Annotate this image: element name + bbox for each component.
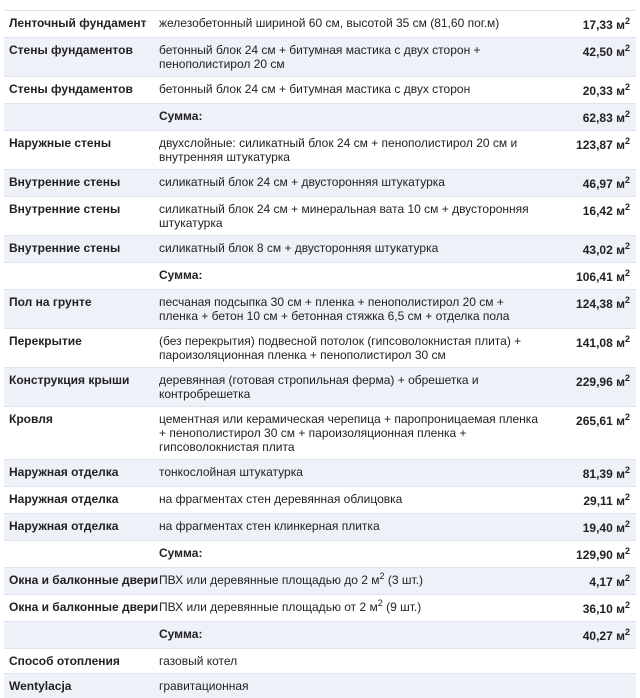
area-number: 42,50 xyxy=(583,45,613,59)
element-description xyxy=(154,595,546,622)
element-description: железобетонный шириной 60 см, высотой 35 см (81,60 пог.м) xyxy=(154,11,546,38)
area-unit-exponent: 2 xyxy=(625,334,630,344)
sum-label: Сумма: xyxy=(154,104,546,131)
area-unit: м xyxy=(616,336,625,350)
area-unit-exponent: 2 xyxy=(625,373,630,383)
area-unit-exponent: 2 xyxy=(625,295,630,305)
area-unit-exponent: 2 xyxy=(625,573,630,583)
area-value xyxy=(546,622,636,649)
area-unit-exponent: 2 xyxy=(625,241,630,251)
area-number: 29,11 xyxy=(583,494,612,508)
element-name: Пол на грунте xyxy=(4,290,154,329)
area-unit-exponent: 2 xyxy=(625,16,630,26)
area-value xyxy=(546,407,636,460)
sum-label: Сумма: xyxy=(154,263,546,290)
area-number: 19,40 xyxy=(583,521,613,535)
area-value xyxy=(546,649,636,674)
area-unit: м xyxy=(616,177,625,191)
table-row xyxy=(4,290,636,329)
element-name: Наружная отделка xyxy=(4,514,154,541)
area-value xyxy=(546,131,636,170)
element-description: бетонный блок 24 см + битумная мастика с двух сторон + пенополистирол 20 см xyxy=(154,38,546,77)
element-name: Стены фундаментов xyxy=(4,77,154,104)
area-unit: м xyxy=(616,270,625,284)
table-row xyxy=(4,236,636,263)
area-number: 4,17 xyxy=(589,575,612,589)
area-value xyxy=(546,290,636,329)
table-row xyxy=(4,649,636,674)
area-value xyxy=(546,514,636,541)
description-text: ПВХ или деревянные площадью до 2 м xyxy=(159,573,380,587)
area-value xyxy=(546,329,636,368)
area-value xyxy=(546,236,636,263)
element-name: Внутренние стены xyxy=(4,170,154,197)
table-row xyxy=(4,38,636,77)
area-number: 106,41 xyxy=(576,270,613,284)
element-name: Способ отопления xyxy=(4,649,154,674)
area-unit-exponent: 2 xyxy=(625,43,630,53)
area-number: 124,38 xyxy=(576,297,613,311)
area-value xyxy=(546,11,636,38)
area-number: 46,97 xyxy=(583,177,613,191)
area-unit: м xyxy=(616,243,625,257)
sum-row xyxy=(4,622,636,649)
area-unit-exponent: 2 xyxy=(625,175,630,185)
area-value xyxy=(546,38,636,77)
area-value xyxy=(546,595,636,622)
element-description: деревянная (готовая стропильная ферма) + обрешетка и контробрешетка xyxy=(154,368,546,407)
table-row xyxy=(4,329,636,368)
element-description: силикатный блок 24 см + двусторонняя штукатурка xyxy=(154,170,546,197)
area-number: 81,39 xyxy=(583,467,613,481)
area-unit-exponent: 2 xyxy=(625,412,630,422)
area-value xyxy=(546,674,636,698)
area-unit-exponent: 2 xyxy=(625,202,630,212)
element-name: Кровля xyxy=(4,407,154,460)
element-name: Стены фундаментов xyxy=(4,38,154,77)
area-value xyxy=(546,170,636,197)
area-value xyxy=(546,104,636,131)
table-row xyxy=(4,487,636,514)
area-unit: м xyxy=(616,297,625,311)
area-unit: м xyxy=(616,548,625,562)
sum-row xyxy=(4,104,636,131)
table-row xyxy=(4,514,636,541)
element-description: цементная или керамическая черепица + паропроницаемая пленка + пенополистирол 30 см + пароизоляционная пленка + гипсоволокнистая плита xyxy=(154,407,546,460)
area-number: 129,90 xyxy=(576,548,613,562)
area-unit-exponent: 2 xyxy=(625,492,630,502)
sum-label: Сумма: xyxy=(154,541,546,568)
area-number: 36,10 xyxy=(583,602,613,616)
element-description: (без перекрытия) подвесной потолок (гипсоволокнистая плита) + пароизоляционная пленка + пенополистирол 30 см xyxy=(154,329,546,368)
area-unit-exponent: 2 xyxy=(625,600,630,610)
area-unit: м xyxy=(616,494,625,508)
materials-table-body xyxy=(4,11,636,698)
description-tail: (3 шт.) xyxy=(385,573,423,587)
element-description xyxy=(154,568,546,595)
area-value xyxy=(546,197,636,236)
table-row xyxy=(4,197,636,236)
materials-table xyxy=(4,10,636,698)
table-row xyxy=(4,170,636,197)
sum-label: Сумма: xyxy=(154,622,546,649)
area-value xyxy=(546,487,636,514)
element-name: Наружные стены xyxy=(4,131,154,170)
area-unit-exponent: 2 xyxy=(625,546,630,556)
element-name: Перекрытие xyxy=(4,329,154,368)
element-name xyxy=(4,263,154,290)
description-tail: (9 шт.) xyxy=(383,600,421,614)
element-name xyxy=(4,104,154,131)
area-value xyxy=(546,568,636,595)
area-unit-exponent: 2 xyxy=(625,627,630,637)
element-description: силикатный блок 24 см + минеральная вата 10 см + двусторонняя штукатурка xyxy=(154,197,546,236)
area-unit: м xyxy=(616,45,625,59)
element-name: Ленточный фундамент xyxy=(4,11,154,38)
area-unit: м xyxy=(616,521,625,535)
element-name: Окна и балконные двери xyxy=(4,568,154,595)
area-number: 20,33 xyxy=(583,84,613,98)
area-number: 123,87 xyxy=(576,138,613,152)
description-exponent: 2 xyxy=(380,571,385,581)
element-description: силикатный блок 8 см + двусторонняя штукатурка xyxy=(154,236,546,263)
area-number: 17,33 xyxy=(583,18,613,32)
description-exponent: 2 xyxy=(378,598,383,608)
area-number: 229,96 xyxy=(576,375,613,389)
element-description: газовый котел xyxy=(154,649,546,674)
area-value xyxy=(546,263,636,290)
sum-row xyxy=(4,541,636,568)
element-name: Внутренние стены xyxy=(4,197,154,236)
area-number: 141,08 xyxy=(576,336,613,350)
area-value xyxy=(546,368,636,407)
area-unit: м xyxy=(616,84,625,98)
area-unit: м xyxy=(616,375,625,389)
area-number: 62,83 xyxy=(583,111,613,125)
area-unit: м xyxy=(616,629,625,643)
table-row xyxy=(4,407,636,460)
table-row xyxy=(4,77,636,104)
element-name: Wentylacja xyxy=(4,674,154,698)
element-description: бетонный блок 24 см + битумная мастика с двух сторон xyxy=(154,77,546,104)
area-unit: м xyxy=(616,18,625,32)
element-description: двухслойные: силикатный блок 24 см + пенополистирол 20 см и внутренняя штукатурка xyxy=(154,131,546,170)
area-unit: м xyxy=(616,575,625,589)
element-description: тонкослойная штукатурка xyxy=(154,460,546,487)
area-unit: м xyxy=(616,602,625,616)
area-value xyxy=(546,460,636,487)
element-name: Окна и балконные двери xyxy=(4,595,154,622)
element-name: Конструкция крыши xyxy=(4,368,154,407)
table-row xyxy=(4,674,636,698)
area-value xyxy=(546,77,636,104)
area-unit-exponent: 2 xyxy=(625,109,630,119)
table-row xyxy=(4,460,636,487)
table-row xyxy=(4,11,636,38)
element-description: гравитационная xyxy=(154,674,546,698)
area-unit-exponent: 2 xyxy=(625,136,630,146)
table-row xyxy=(4,595,636,622)
table-row xyxy=(4,131,636,170)
area-unit: м xyxy=(616,204,625,218)
area-number: 43,02 xyxy=(583,243,613,257)
area-number: 265,61 xyxy=(576,414,613,428)
element-name xyxy=(4,622,154,649)
area-unit-exponent: 2 xyxy=(625,465,630,475)
table-row xyxy=(4,568,636,595)
area-unit: м xyxy=(616,111,625,125)
element-description: на фрагментах стен деревянная облицовка xyxy=(154,487,546,514)
element-name: Наружная отделка xyxy=(4,487,154,514)
area-unit: м xyxy=(616,414,625,428)
area-unit-exponent: 2 xyxy=(625,82,630,92)
sum-row xyxy=(4,263,636,290)
area-unit: м xyxy=(616,138,625,152)
area-value xyxy=(546,541,636,568)
area-unit: м xyxy=(616,467,625,481)
area-unit-exponent: 2 xyxy=(625,268,630,278)
table-row xyxy=(4,368,636,407)
area-unit-exponent: 2 xyxy=(625,519,630,529)
element-name xyxy=(4,541,154,568)
element-description: на фрагментах стен клинкерная плитка xyxy=(154,514,546,541)
element-description: песчаная подсыпка 30 см + пленка + пенополистирол 20 см + пленка + бетон 10 см + бетонная стяжка 6,5 см + отделка пола xyxy=(154,290,546,329)
element-name: Внутренние стены xyxy=(4,236,154,263)
area-number: 16,42 xyxy=(583,204,613,218)
element-name: Наружная отделка xyxy=(4,460,154,487)
area-number: 40,27 xyxy=(583,629,613,643)
description-text: ПВХ или деревянные площадью от 2 м xyxy=(159,600,378,614)
